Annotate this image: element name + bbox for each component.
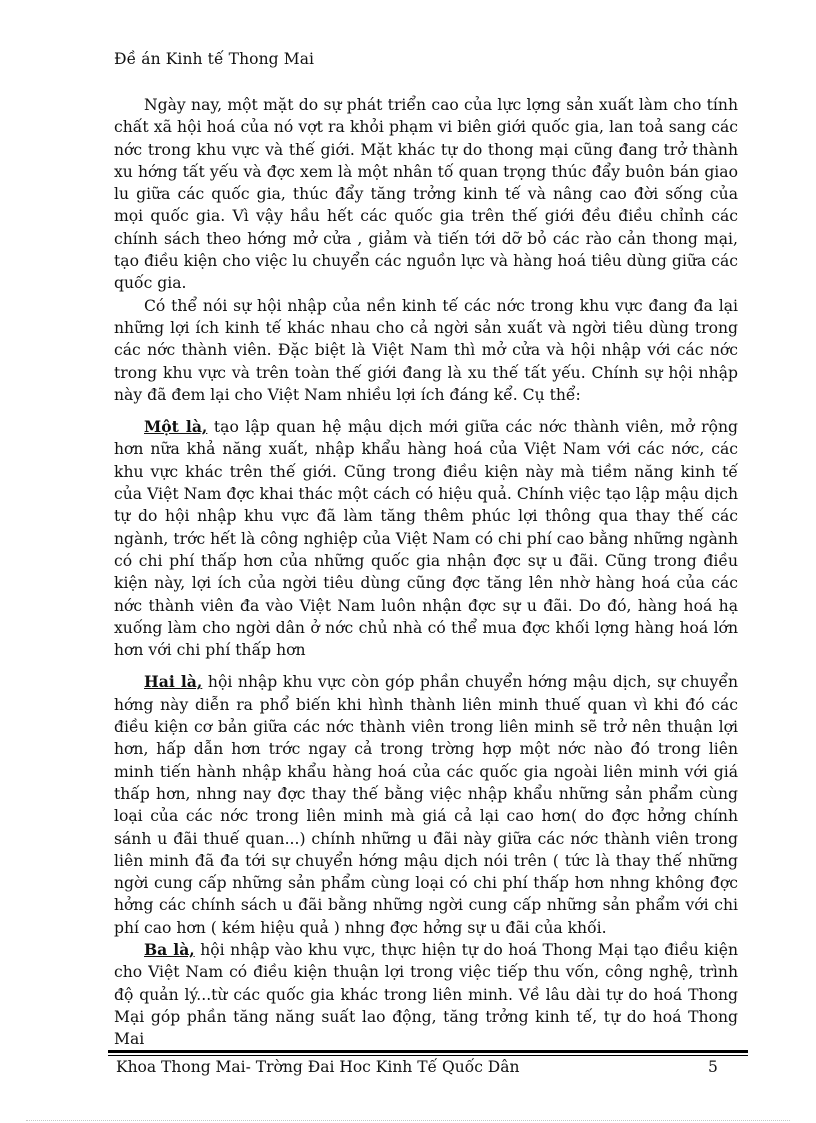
point-three-text: hội nhập vào khu vực, thực hiện tự do hoá Thong Mại tạo điều kiện cho Việt Nam có điều kiện thuận lợi trong việc tiếp thu vốn, công nghệ, trình độ quản lý...từ các quốc gia khác trong liên minh. Về lâu dài tự do hoá Thong Mại góp phần tăng năng suất lao động, tăng trởng kinh tế, tự do hoá Thong Mai bbox=[114, 940, 738, 1049]
footer-divider-thick bbox=[108, 1050, 748, 1053]
point-three-lead: Ba là, bbox=[144, 939, 195, 959]
point-two-text: hội nhập khu vực còn góp phần chuyển hớng mậu dịch, sự chuyển hớng này diễn ra phổ biến khi hình thành liên minh thuế quan vì khi đó các điều kiện cơ bản giữa các nớc thành viên trong liên minh sẽ trở nên thuận lợi hơn, hấp dẫn hơn trớc ngay cả trong trờng hợp một nớc nào đó trong liên minh tiến hành nhập khẩu hàng hoá của các quốc gia ngoài liên minh với giá thấp hơn, nhng nay đợc thay thế bằng việc nhập khẩu những sản phẩm cùng loại của các nớc trong liên minh mà giá cả lại cao hơn( do đợc hởng chính sánh u đãi thuế quan...) chính những u đãi này giữa các nớc thành viên trong liên minh đã đa tới sự chuyển hớng mậu dịch nói trên ( tức là thay thế những ngời cung cấp những sản phẩm cùng loại có chi phí thấp hơn nhng không đợc hởng các chính sách u đãi bằng những ngời cung cấp những sản phẩm với chi phí cao hơn ( kém hiệu quả ) nhng đợc hởng sự u đãi của khối. bbox=[114, 673, 738, 937]
intro-paragraph: Ngày nay, một mặt do sự phát triển cao của lực lợng sản xuất làm cho tính chất xã hội hoá của nó vợt ra khỏi phạm vi biên giới quốc gia, lan toả sang các nớc trong khu vực và thế giới. Mặt khác tự do thong mại cũng đang trở thành xu hớng tất yếu và đợc xem là một nhân tố quan trọng thúc đẩy buôn bán giao lu giữa các quốc gia, thúc đẩy tăng trởng kinh tế và nâng cao đời sống của mọi quốc gia. Vì vậy hầu hết các quốc gia trên thế giới đều điều chỉnh các chính sách theo hớng mở cửa , giảm và tiến tới dỡ bỏ các rào cản thong mại, tạo điều kiện cho việc lu chuyển các nguồn lực và hàng hoá tiêu dùng giữa các quốc gia. bbox=[114, 96, 738, 293]
page-number: 5 bbox=[708, 1058, 718, 1076]
footer-divider-thin bbox=[108, 1055, 748, 1056]
page-bottom-border bbox=[26, 1120, 790, 1121]
point-one-paragraph bbox=[114, 416, 738, 661]
page-header: Đề án Kinh tế Thong Mai bbox=[114, 50, 315, 68]
point-one-lead: Một là, bbox=[144, 417, 208, 437]
document-body bbox=[114, 94, 738, 1050]
context-paragraph: Có thể nói sự hội nhập của nền kinh tế các nớc trong khu vực đang đa lại những lợi ích kinh tế khác nhau cho cả ngời sản xuất và ngời tiêu dùng trong các nớc thành viên. Đặc biệt là Việt Nam thì mở cửa và hội nhập với các nớc trong khu vực và trên toàn thế giới đang là xu thế tất yếu. Chính sự hội nhập này đã đem lại cho Việt Nam nhiều lợi ích đáng kể. Cụ thể: bbox=[114, 296, 738, 404]
point-two-lead: Hai là, bbox=[144, 672, 203, 692]
footer-text: Khoa Thong Mai- Trờng Đai Hoc Kinh Tế Quốc Dân bbox=[116, 1058, 520, 1076]
point-three-paragraph bbox=[114, 939, 738, 1050]
point-two-paragraph bbox=[114, 671, 738, 939]
point-one-text: tạo lập quan hệ mậu dịch mới giữa các nớc thành viên, mở rộng hơn nữa khả năng xuất, nhập khẩu hàng hoá của Việt Nam với các nớc, các khu vực khác trên thế giới. Cũng trong điều kiện này mà tiềm năng kinh tế của Việt Nam đợc khai thác một cách có hiệu quả. Chính việc tạo lập mậu dịch tự do hội nhập khu vực đã làm tăng thêm phúc lợi thông qua thay thế các ngành, trớc hết là công nghiệp của Việt Nam có chi phí cao bằng những ngành có chi phí thấp hơn của những quốc gia nhận đợc sự u đãi. Cũng trong điều kiện này, lợi ích của ngời tiêu dùng cũng đợc tăng lên nhờ hàng hoá của các nớc thành viên đa vào Việt Nam luôn nhận đợc sự u đãi. Do đó, hàng hoá hạ xuống làm cho ngời dân ở nớc chủ nhà có thể mua đợc khối lợng hàng hoá lớn hơn với chi phí thấp hơn bbox=[114, 418, 738, 660]
